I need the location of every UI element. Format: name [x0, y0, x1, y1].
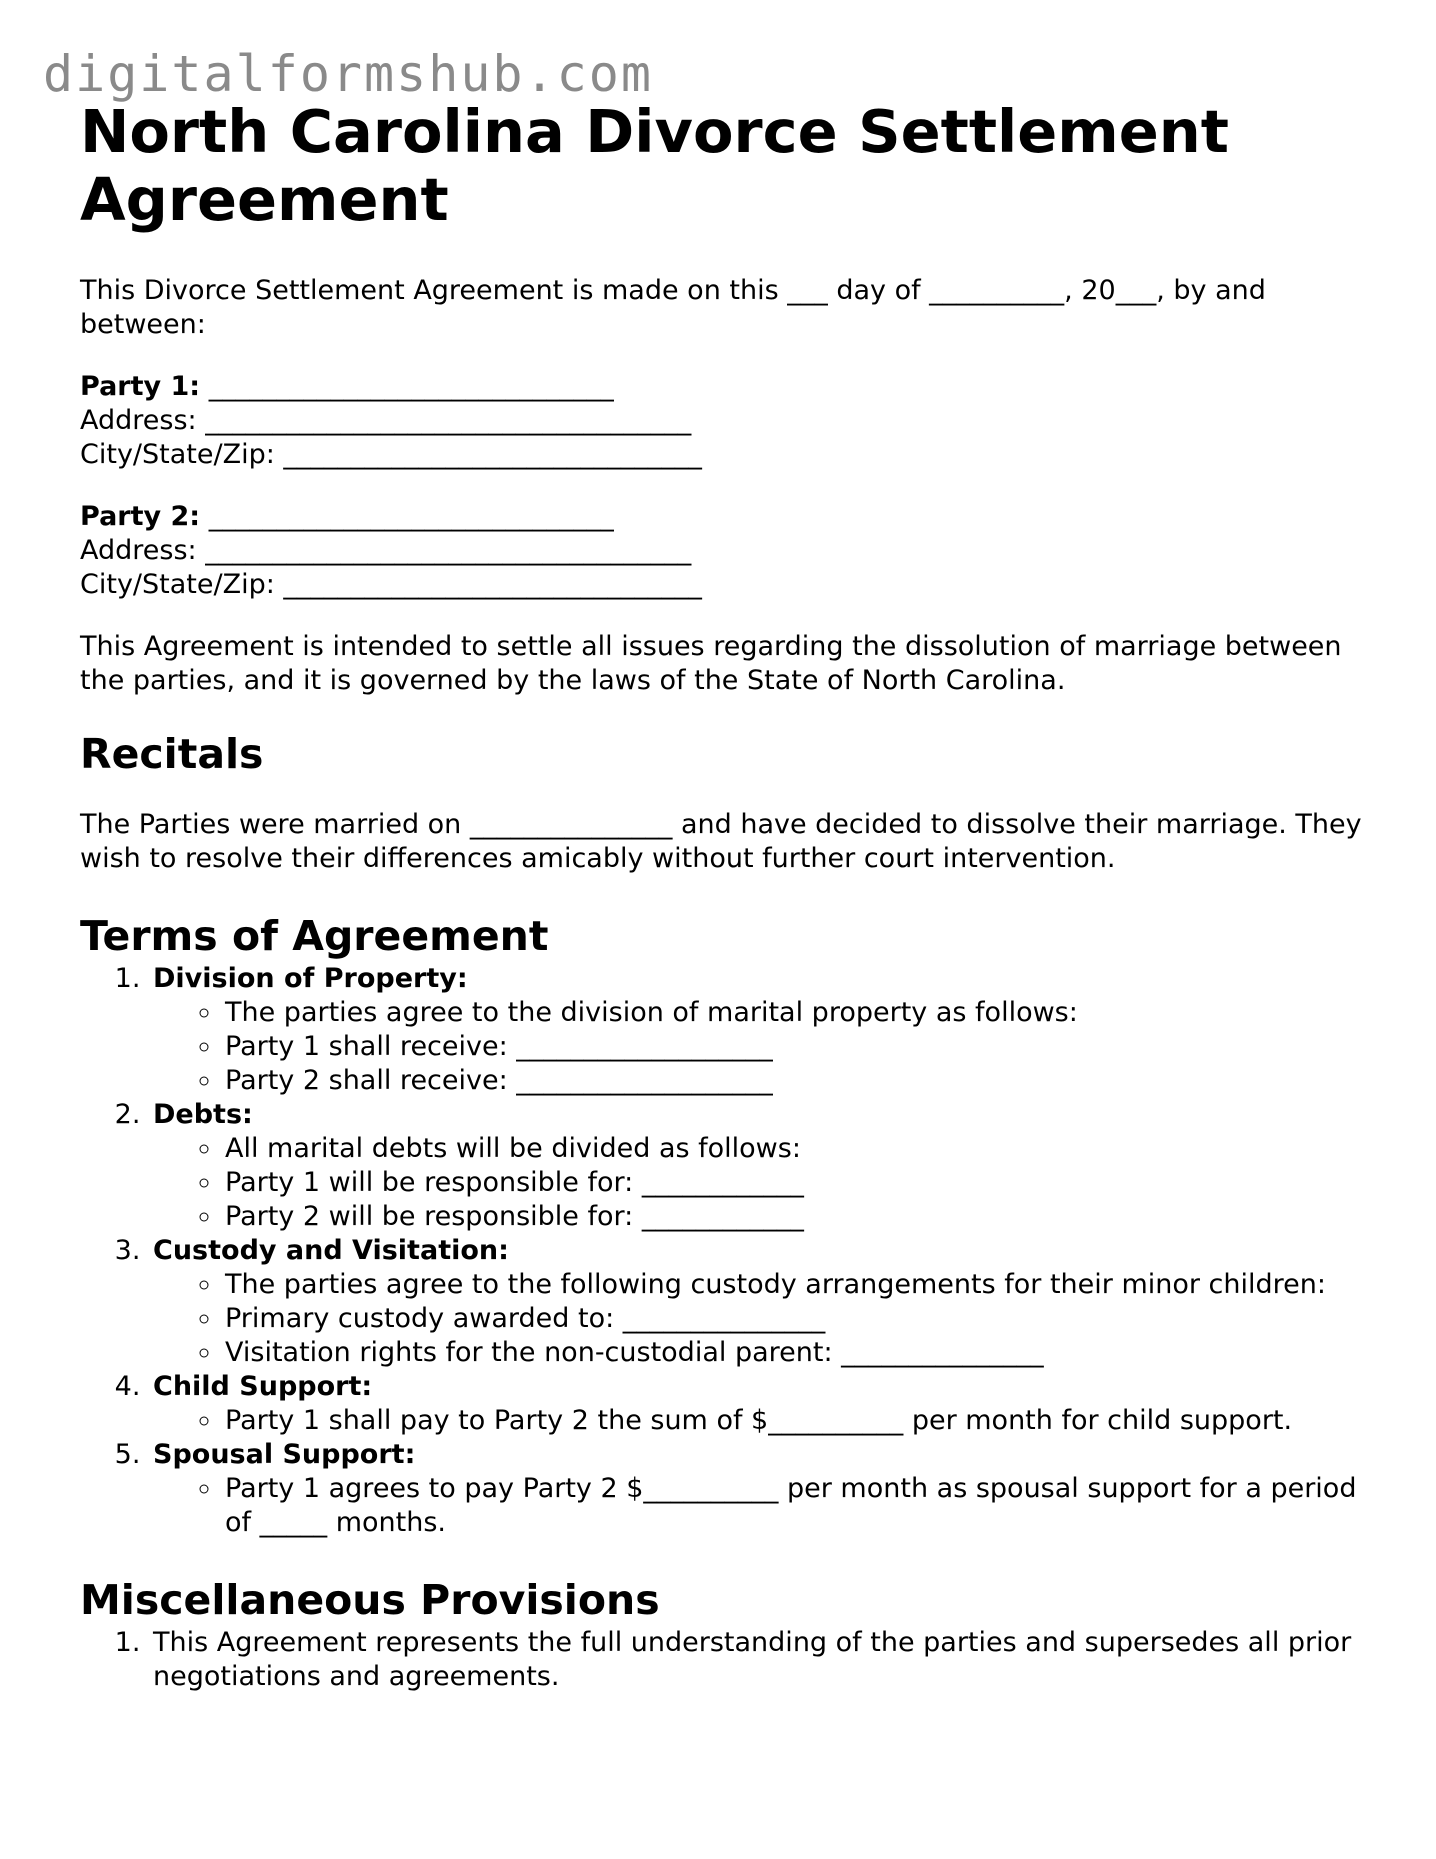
term-item [149, 962, 1370, 1098]
party-1-address: Address: ____________________________________ [80, 405, 692, 436]
party-2-block [80, 500, 1370, 602]
term-item [149, 1234, 1370, 1370]
party-1-name-blank: ______________________________ [208, 371, 614, 402]
term-subitem: ◦ The parties agree to the following custody arrangements for their minor children: [223, 1268, 1370, 1302]
term-subitem: ◦ Party 1 agrees to pay Party 2 $__________ per month as spousal support for a period of _____ months. [223, 1472, 1370, 1540]
term-title: Debts: [153, 1099, 253, 1130]
term-sublist [153, 1132, 1370, 1234]
misc-list [80, 1626, 1370, 1694]
term-title: Spousal Support: [153, 1439, 416, 1470]
terms-heading: Terms of Agreement [80, 912, 549, 960]
party-1-label: Party 1: [80, 371, 201, 402]
term-item [149, 1370, 1370, 1438]
recitals-paragraph: The Parties were married on _______________ and have decided to dissolve their marriage. They wish to resolve their differences amicably without further court intervention. [80, 809, 1362, 874]
term-subitem: ◦ Visitation rights for the non-custodial parent: _______________ [223, 1336, 1370, 1370]
terms-list [80, 962, 1370, 1540]
term-item [149, 1098, 1370, 1234]
term-item [149, 1438, 1370, 1540]
party-2-city-state-zip: City/State/Zip: _______________________________ [80, 569, 702, 600]
party-1-name-line [80, 370, 1370, 404]
term-title: Custody and Visitation: [153, 1235, 509, 1266]
party-2-name-line [80, 500, 1370, 534]
term-subitem: ◦ All marital debts will be divided as follows: [223, 1132, 1370, 1166]
party-1-block [80, 370, 1370, 472]
term-subitem: ◦ Primary custody awarded to: _______________ [223, 1302, 1370, 1336]
term-sublist [153, 1404, 1370, 1438]
term-title: Child Support: [153, 1371, 373, 1402]
party-2-label: Party 2: [80, 501, 201, 532]
term-subitem: ◦ Party 1 shall receive: ___________________ [223, 1030, 1370, 1064]
party-2-name-blank: ______________________________ [208, 501, 614, 532]
term-title: Division of Property: [153, 963, 468, 994]
party-2-address: Address: ____________________________________ [80, 535, 692, 566]
watermark: digitalformshub.com [43, 45, 653, 103]
recitals-heading: Recitals [80, 730, 264, 778]
party-1-city-state-zip: City/State/Zip: _______________________________ [80, 439, 702, 470]
term-subitem: ◦ Party 1 shall pay to Party 2 the sum of $__________ per month for child support. [223, 1404, 1370, 1438]
term-sublist [153, 996, 1370, 1098]
term-subitem: ◦ Party 2 shall receive: ___________________ [223, 1064, 1370, 1098]
term-subitem: ◦ The parties agree to the division of marital property as follows: [223, 996, 1370, 1030]
misc-heading: Miscellaneous Provisions [80, 1576, 660, 1624]
term-subitem: ◦ Party 2 will be responsible for: ____________ [223, 1200, 1370, 1234]
term-sublist [153, 1268, 1370, 1370]
intent-paragraph: This Agreement is intended to settle all issues regarding the dissolution of marriage between the parties, and it is governed by the laws of the State of North Carolina. [80, 631, 1342, 696]
term-subitem: ◦ Party 1 will be responsible for: ____________ [223, 1166, 1370, 1200]
document-page [80, 98, 1370, 1694]
intro-paragraph: This Divorce Settlement Agreement is made on this ___ day of __________, 20___, by and between: [80, 275, 1266, 340]
document-title: North Carolina Divorce Settlement Agreement [80, 97, 1229, 234]
misc-item: 1. This Agreement represents the full understanding of the parties and supersedes all prior negotiations and agreements. [149, 1626, 1370, 1694]
term-sublist [153, 1472, 1370, 1540]
